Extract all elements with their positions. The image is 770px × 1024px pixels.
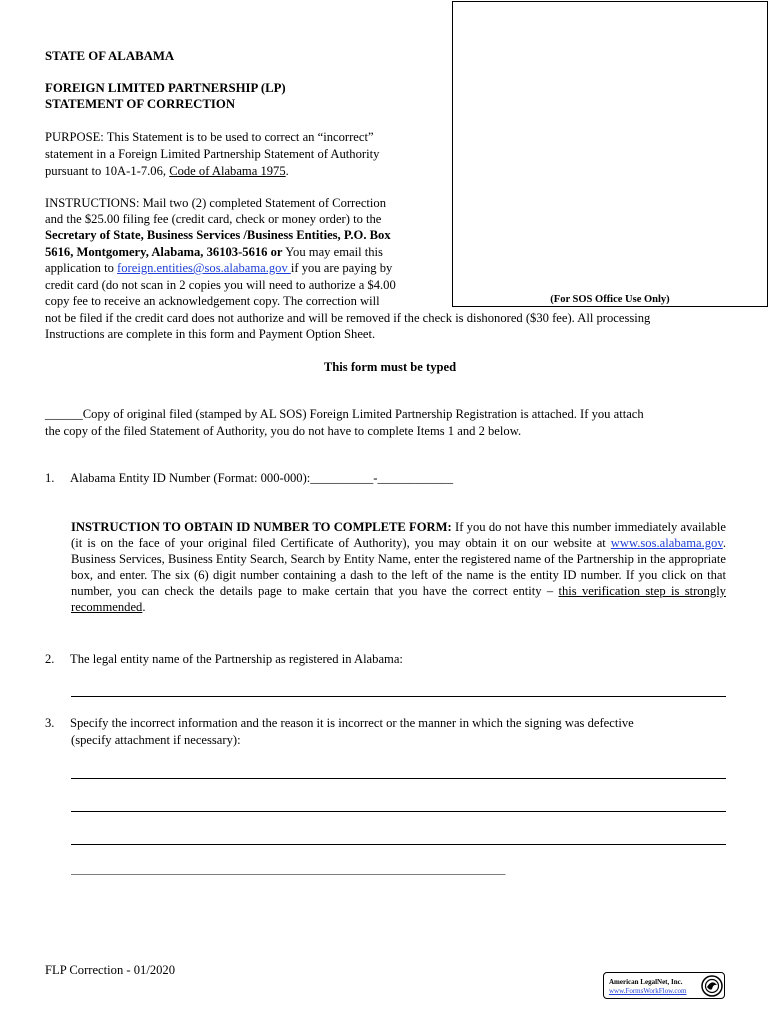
instructions-line1: INSTRUCTIONS: Mail two (2) completed Statement of Correction bbox=[45, 196, 387, 210]
email-link[interactable]: foreign.entities@sos.alabama.gov bbox=[117, 261, 291, 275]
instructions-line7: copy fee to receive an acknowledgement copy. The correction will bbox=[45, 294, 380, 308]
instructions-line2: and the $25.00 filing fee (credit card, check or money order) to the bbox=[45, 212, 382, 226]
copy-attached-line2: the copy of the filed Statement of Authority, you do not have to complete Items 1 and 2 below. bbox=[45, 424, 522, 438]
correction-field-line4[interactable]: _______________________________________________________________________________ bbox=[71, 864, 506, 876]
publisher-url-link[interactable]: www.FormsWorkFlow.com bbox=[609, 987, 687, 995]
form-id-footer: FLP Correction - 01/2020 bbox=[45, 963, 176, 977]
entity-id-field[interactable]: __________-____________ bbox=[310, 471, 454, 485]
item3-label-line1: 3. Specify the incorrect information and the reason it is incorrect or the manner in which the signing was defective bbox=[45, 716, 634, 730]
publisher-seal-icon bbox=[701, 975, 723, 997]
purpose-line2: statement in a Foreign Limited Partnership Statement of Authority bbox=[45, 147, 380, 161]
state-heading: STATE OF ALABAMA bbox=[45, 49, 175, 63]
entity-name-field-line[interactable] bbox=[71, 696, 726, 697]
purpose-line1: PURPOSE: This Statement is to be used to correct an “incorrect” bbox=[45, 130, 374, 144]
office-use-box bbox=[452, 1, 768, 307]
item3-label-line2: (specify attachment if necessary): bbox=[71, 733, 241, 747]
correction-field-line3[interactable] bbox=[71, 844, 726, 845]
copy-attached-line1: ______Copy of original filed (stamped by AL SOS) Foreign Limited Partnership Registration is attached. If you attach bbox=[45, 407, 644, 421]
code-of-alabama-ref: Code of Alabama 1975 bbox=[169, 164, 286, 178]
item2-entity-name: 2. The legal entity name of the Partnership as registered in Alabama: bbox=[45, 652, 403, 666]
form-title-line2: STATEMENT OF CORRECTION bbox=[45, 97, 236, 111]
instructions-line8: not be filed if the credit card does not authorize and will be removed if the check is dishonored ($30 fee). All processing bbox=[45, 311, 651, 325]
office-use-caption: (For SOS Office Use Only) bbox=[550, 294, 670, 305]
correction-field-line2[interactable] bbox=[71, 811, 726, 812]
instructions-line9: Instructions are complete in this form and Payment Option Sheet. bbox=[45, 327, 376, 341]
typed-notice: This form must be typed bbox=[323, 360, 457, 374]
form-title-line1: FOREIGN LIMITED PARTNERSHIP (LP) bbox=[45, 81, 286, 95]
instructions-line6: credit card (do not scan in 2 copies you will need to authorize a $4.00 bbox=[45, 278, 396, 292]
publisher-name: American LegalNet, Inc. bbox=[609, 978, 683, 986]
instructions-email-line: application to foreign.entities@sos.alabama.gov if you are paying by bbox=[45, 261, 393, 275]
item1-entity-id: 1. Alabama Entity ID Number (Format: 000-000):__________-____________ bbox=[45, 471, 454, 485]
instructions-address-line1: Secretary of State, Business Services /Business Entities, P.O. Box bbox=[45, 228, 391, 242]
instructions-address-line2: 5616, Montgomery, Alabama, 36103-5616 or You may email this bbox=[45, 245, 383, 259]
purpose-line3: pursuant to 10A-1-7.06, Code of Alabama 1975. bbox=[45, 164, 289, 178]
sos-website-link[interactable]: www.sos.alabama.gov bbox=[610, 536, 723, 550]
id-number-instruction: INSTRUCTION TO OBTAIN ID NUMBER TO COMPLETE FORM: If you do not have this number immediately available (it is on the face of your original filed Certificate of Authority), you may obtain it on our website at www.sos.alabama.gov. Business Services, Business Entity Search, Search by Entity Name, enter the registered name of the Partnership in the appropriate box, and enter. The six (6) digit number containing a dash to the left of the name is the entity ID number. If you click on that number, you can check the details page to make certain that you have the correct entity – this verification step is strongly recommended. bbox=[71, 520, 726, 614]
copy-attached-blank[interactable]: ______ bbox=[45, 407, 83, 421]
correction-field-line1[interactable] bbox=[71, 778, 726, 779]
